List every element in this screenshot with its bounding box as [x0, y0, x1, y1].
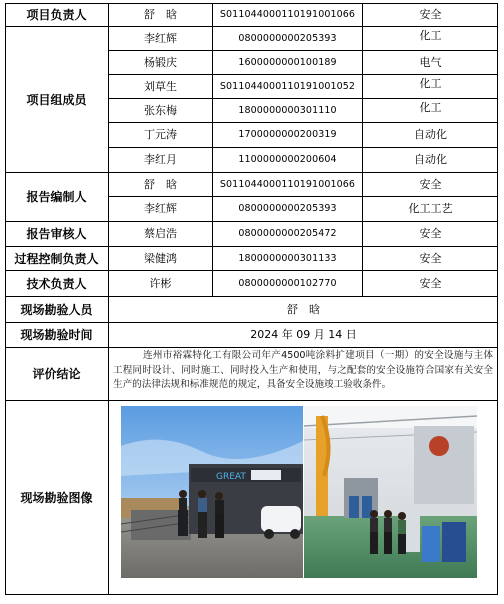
member-major: 自动化 [414, 153, 447, 166]
reviewer-label: 报告审核人 [26, 227, 87, 241]
member-cert: 0800000000205393 [238, 32, 337, 44]
member-major: 电气 [419, 55, 442, 69]
leader-major: 安全 [419, 7, 442, 21]
reviewer-cert: 0800000000205472 [238, 228, 337, 239]
survey-time-label: 现场勘验时间 [20, 328, 93, 342]
member-major: 化工 [419, 29, 442, 41]
compiler-major: 安全 [419, 177, 442, 191]
process-name: 梁健鸿 [144, 251, 177, 265]
member-name: 杨锻庆 [144, 55, 177, 69]
member-cert: 1100000000200604 [238, 154, 337, 165]
conclusion-text: 连州市裕霖特化工有限公司年产4500吨涂料扩建项目（一期）的安全设施与主体工程同时设计、同时施工、同时投入生产和使用，与之配套的安全设施符合国家有关安全生产的法律法规和标准规范的规定，具备安全设施竣工验收条件。 [113, 350, 493, 390]
member-major: 化工 [419, 101, 442, 113]
members-label: 项目组成员 [26, 92, 87, 107]
member-major: 化工 [419, 77, 442, 89]
member-cert: S011044000110191001052 [219, 80, 356, 92]
svg-text:GREAT: GREAT [216, 472, 246, 482]
conclusion-label: 评价结论 [32, 367, 81, 381]
member-name: 李红辉 [144, 31, 177, 45]
compiler-label: 报告编制人 [26, 190, 87, 204]
member-major: 自动化 [414, 128, 447, 141]
tech-name: 许彬 [149, 276, 172, 290]
compiler-name: 李红辉 [144, 202, 177, 215]
site-photo-interior [304, 406, 477, 578]
member-cert: 1600000000100189 [238, 56, 337, 68]
member-name: 丁元涛 [144, 128, 177, 141]
survey-person-value: 舒 晗 [287, 302, 320, 316]
reviewer-major: 安全 [419, 227, 442, 240]
member-name: 张东梅 [144, 103, 177, 117]
process-label: 过程控制负责人 [14, 251, 99, 266]
process-major: 安全 [419, 251, 442, 265]
tech-major: 安全 [419, 276, 442, 290]
compiler-name: 舒 晗 [144, 177, 177, 191]
tech-label: 技术负责人 [26, 276, 87, 291]
compiler-major: 化工工艺 [408, 202, 453, 215]
leader-label: 项目负责人 [26, 7, 87, 22]
leader-name: 舒 晗 [144, 7, 177, 21]
compiler-cert: S011044000110191001066 [219, 178, 356, 190]
survey-person-label: 现场勘验人员 [20, 302, 93, 317]
leader-cert: S011044000110191001066 [219, 8, 356, 20]
images-label: 现场勘验图像 [20, 491, 93, 505]
member-cert: 1700000000200319 [238, 129, 337, 140]
survey-time-value: 2024 年 09 月 14 日 [250, 328, 357, 341]
compiler-cert: 0800000000205393 [238, 203, 337, 214]
reviewer-name: 蔡启浩 [144, 227, 177, 240]
process-cert: 1800000000301133 [238, 252, 337, 264]
tech-cert: 0800000000102770 [238, 277, 337, 289]
site-photo-exterior [121, 406, 303, 578]
member-cert: 1800000000301110 [238, 104, 337, 116]
member-name: 刘草生 [144, 79, 177, 93]
member-name: 李红月 [144, 153, 177, 166]
